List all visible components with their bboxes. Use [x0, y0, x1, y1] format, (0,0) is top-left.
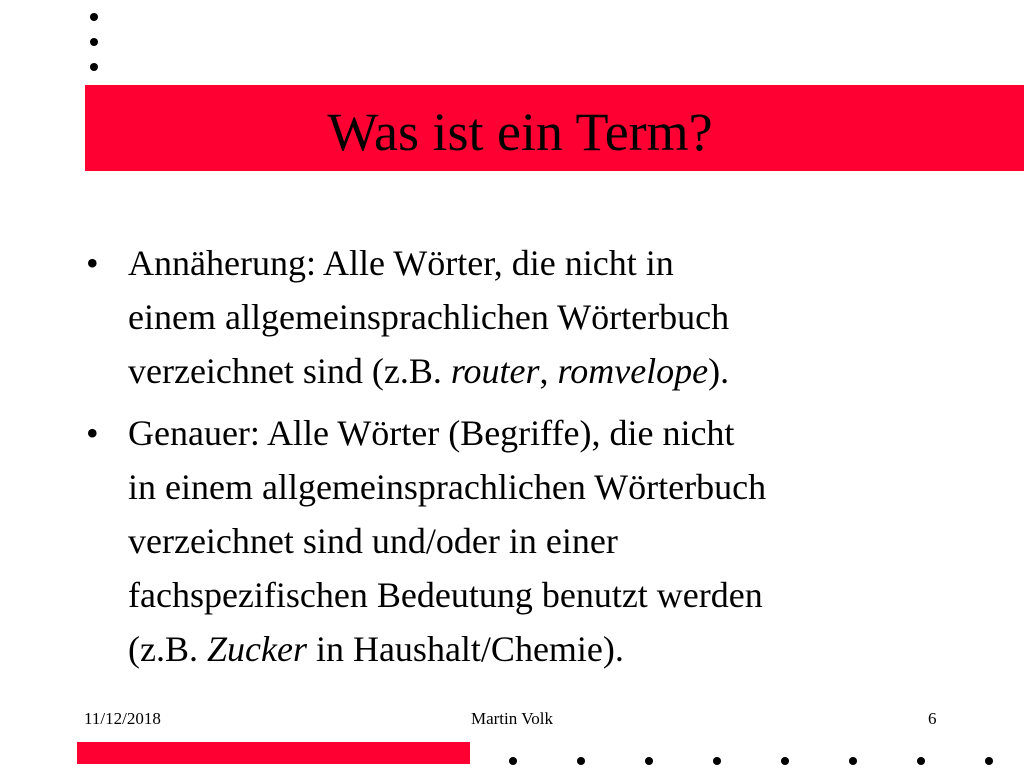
- decorative-dot: [985, 757, 993, 765]
- decorative-dot: [849, 757, 857, 765]
- bullet-line: [128, 460, 976, 514]
- footer-date: 11/12/2018: [84, 709, 161, 728]
- bullet-list: [86, 236, 976, 684]
- decorative-dot: [713, 757, 721, 765]
- footer-page-number: 6: [928, 709, 937, 728]
- bullet-line: [128, 622, 976, 676]
- bullet-text: [128, 236, 976, 398]
- text-run: Annäherung: Alle Wörter, die nicht in: [128, 243, 674, 283]
- decorative-dot: [90, 38, 98, 46]
- text-run: ,: [539, 351, 558, 391]
- bottom-accent-bar: [77, 742, 470, 764]
- decorative-dot: [781, 757, 789, 765]
- italic-term: router: [450, 351, 540, 391]
- text-run: verzeichnet sind (z.B.: [128, 351, 451, 391]
- text-run: in einem allgemeinsprachlichen Wörterbuch: [128, 467, 767, 507]
- text-run: Genauer: Alle Wörter (Begriffe), die nicht: [128, 413, 735, 453]
- text-run: (z.B.: [128, 629, 207, 669]
- text-run: verzeichnet sind und/oder in einer: [128, 521, 618, 561]
- decorative-dot: [917, 757, 925, 765]
- decorative-dot: [645, 757, 653, 765]
- text-run: ).: [708, 351, 730, 391]
- decorative-dot: [90, 13, 98, 21]
- bullet-icon: •: [86, 243, 99, 283]
- bullet-line: [128, 514, 976, 568]
- footer-author: Martin Volk: [470, 709, 554, 728]
- decorative-dot: [577, 757, 585, 765]
- bullet-line: [128, 344, 976, 398]
- bullet-icon: •: [86, 413, 99, 453]
- bullet-line: [128, 406, 976, 460]
- text-run: einem allgemeinsprachlichen Wörterbuch: [128, 297, 730, 337]
- text-run: in Haushalt/Chemie).: [306, 629, 624, 669]
- bullet-item: [86, 236, 976, 398]
- italic-term: Zucker: [206, 629, 307, 669]
- bullet-line: [128, 568, 976, 622]
- text-run: fachspezifischen Bedeutung benutzt werden: [128, 575, 763, 615]
- decorative-dot: [90, 63, 98, 71]
- bullet-item: [86, 406, 976, 676]
- bullet-text: [128, 406, 976, 676]
- decorative-dot: [509, 757, 517, 765]
- slide-title: Was ist ein Term?: [327, 102, 713, 162]
- bullet-line: [128, 236, 976, 290]
- italic-term: romvelope: [557, 351, 709, 391]
- bullet-line: [128, 290, 976, 344]
